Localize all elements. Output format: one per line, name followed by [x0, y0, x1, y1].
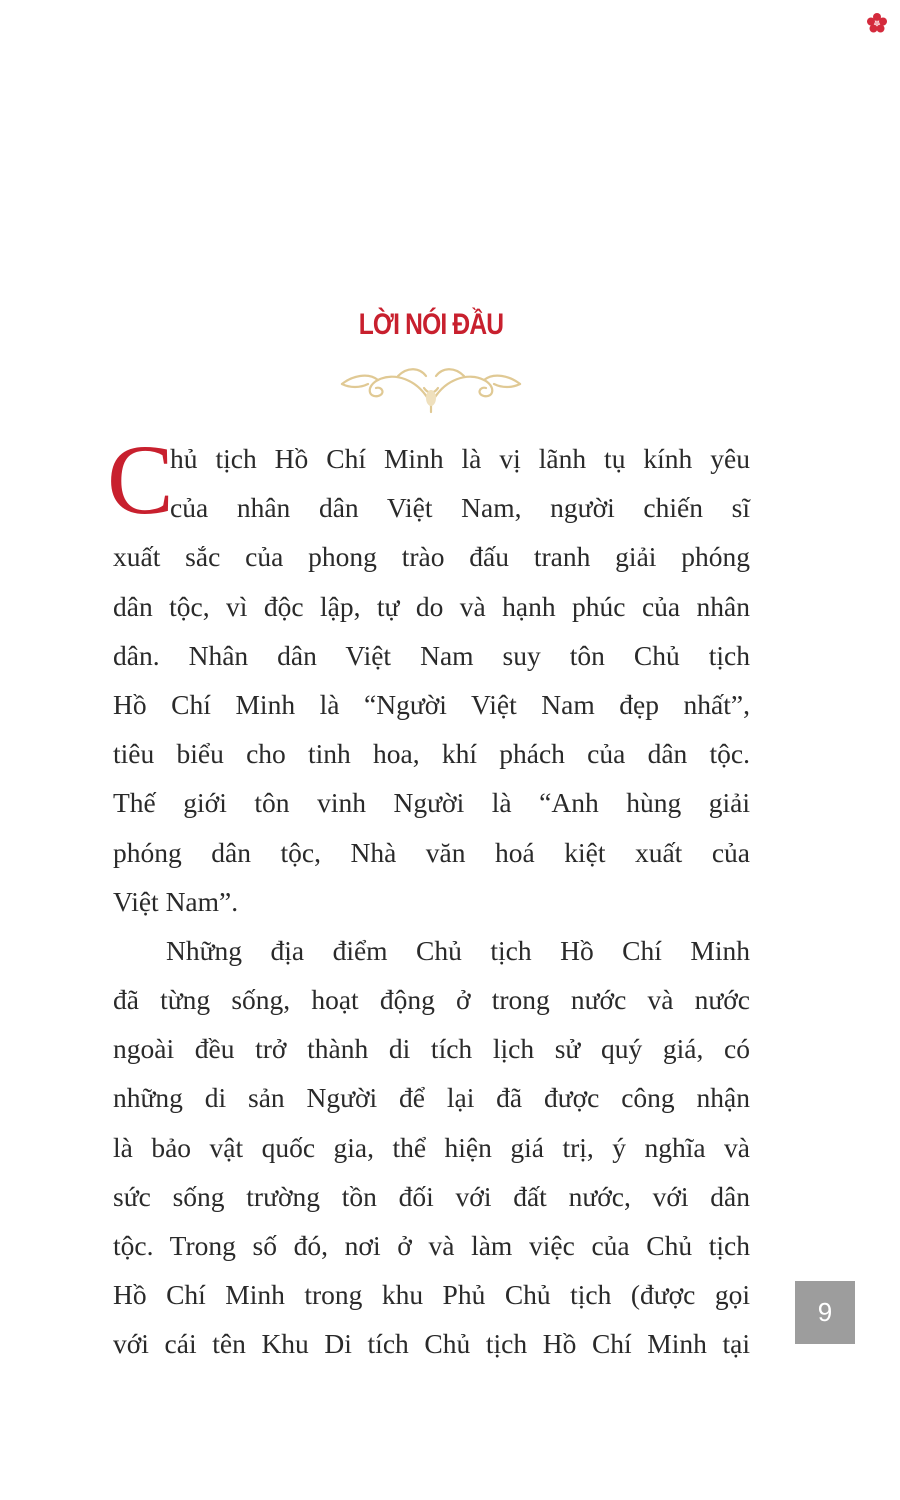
text-line: Thế giới tôn vinh Người là “Anh hùng giải [113, 787, 750, 819]
page-number: 9 [795, 1281, 855, 1344]
text-line: dân. Nhân dân Việt Nam suy tôn Chủ tịch [113, 639, 750, 671]
text-line: là bảo vật quốc gia, thể hiện giá trị, ý nghĩa và [113, 1131, 750, 1163]
paragraph-1 [113, 434, 750, 926]
paragraph-2 [113, 926, 750, 1369]
chapter-title: LỜI NÓI ĐẦU [358, 308, 504, 341]
text-line: tộc. Trong số đó, nơi ở và làm việc của Chủ tịch [113, 1230, 750, 1261]
text-line: xuất sắc của phong trào đấu tranh giải phóng [113, 541, 750, 573]
text-line: những di sản Người để lại đã được công nhận [113, 1082, 750, 1114]
text-line: tiêu biểu cho tinh hoa, khí phách của dân tộc. [113, 738, 750, 770]
text-line: phóng dân tộc, Nhà văn hoá kiệt xuất của [113, 836, 750, 868]
text-line: ngoài đều trở thành di tích lịch sử quý giá, có [113, 1033, 750, 1065]
text-line: của nhân dân Việt Nam, người chiến sĩ [170, 492, 750, 524]
flower-icon [866, 12, 888, 34]
text-line: với cái tên Khu Di tích Chủ tịch Hồ Chí Minh tại [113, 1328, 750, 1360]
body-text [107, 424, 750, 1369]
ornament-divider-icon [338, 358, 524, 414]
drop-cap: C [107, 424, 174, 535]
text-line: Hồ Chí Minh trong khu Phủ Chủ tịch (được gọi [113, 1279, 750, 1311]
text-line: đã từng sống, hoạt động ở trong nước và nước [113, 984, 750, 1016]
text-line: sức sống trường tồn đối với đất nước, với dân [113, 1180, 750, 1212]
text-line: Những địa điểm Chủ tịch Hồ Chí Minh [166, 934, 750, 966]
text-line: Hồ Chí Minh là “Người Việt Nam đẹp nhất”, [113, 688, 750, 720]
text-line: dân tộc, vì độc lập, tự do và hạnh phúc của nhân [113, 590, 750, 622]
text-line: Việt Nam”. [113, 885, 239, 917]
text-line: hủ tịch Hồ Chí Minh là vị lãnh tụ kính yêu [170, 443, 750, 474]
